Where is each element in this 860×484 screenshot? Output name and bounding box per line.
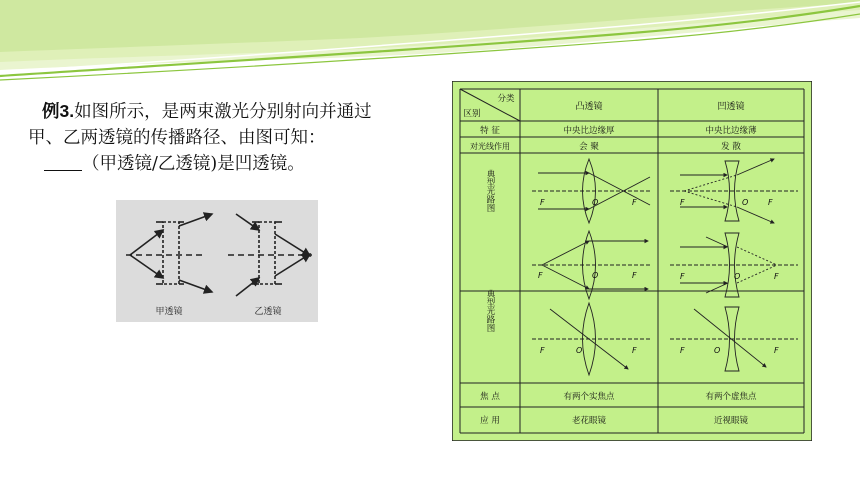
concave2-f-left: F [680, 272, 685, 281]
lens-figure [116, 200, 318, 322]
convex1-o: O [592, 198, 599, 207]
cell-convex-feature: 中央比边缘厚 [563, 126, 615, 136]
diagram-label-2: 典型光路图 [485, 289, 495, 333]
lens-comparison-table [452, 81, 812, 441]
cell-concave-feature: 中央比边缘薄 [705, 126, 757, 136]
concave1-f-right: F [768, 198, 773, 207]
caption-jia: 甲透镜 [155, 307, 183, 317]
row-label-use: 应 用 [480, 416, 500, 426]
cell-concave-use: 近视眼镜 [713, 416, 749, 426]
question-line-3-text: （甲透镜/乙透镜)是凹透镜。 [82, 154, 305, 174]
convex2-f-right: F [632, 271, 637, 280]
concave1-o: O [742, 198, 749, 207]
corner-bottom: 区别 [463, 109, 481, 119]
cell-concave-effect: 发 散 [721, 142, 741, 152]
convex2-f-left: F [538, 271, 543, 280]
header-banner [0, 0, 860, 85]
concave2-o: O [734, 272, 741, 281]
row-label-effect: 对光线作用 [470, 142, 510, 151]
convex3-f-left: F [540, 346, 545, 355]
question-line-3 [28, 151, 453, 177]
example-label: 例3. [42, 101, 75, 121]
convex3-o: O [576, 346, 583, 355]
cell-convex-focus: 有两个实焦点 [563, 392, 615, 402]
cell-convex-effect: 会 聚 [579, 142, 599, 152]
col-concave: 凹透镜 [717, 102, 745, 112]
question-line-2: 甲、乙两透镜的传播路径、由图可知： [28, 128, 326, 148]
col-convex: 凸透镜 [575, 102, 603, 112]
concave2-f-right: F [774, 272, 779, 281]
cell-convex-use: 老花眼镜 [571, 416, 607, 426]
concave3-o: O [714, 346, 721, 355]
diagram-label-1: 典型光路图 [485, 169, 495, 213]
convex3-f-right: F [632, 346, 637, 355]
convex1-f-left: F [540, 198, 545, 207]
question-line-1 [28, 98, 453, 125]
concave1-f-left: F [680, 198, 685, 207]
question-text [28, 98, 453, 177]
convex1-f-right: F [632, 198, 637, 207]
answer-blank [44, 152, 82, 171]
concave3-f-right: F [774, 346, 779, 355]
row-label-feature: 特 征 [480, 126, 500, 136]
question-line-1-text: 如图所示，是两束激光分别射向并通过 [74, 102, 372, 122]
row-label-focus: 焦 点 [480, 392, 500, 402]
convex2-o: O [592, 271, 599, 280]
concave3-f-left: F [680, 346, 685, 355]
caption-yi: 乙透镜 [254, 307, 282, 317]
cell-concave-focus: 有两个虚焦点 [705, 392, 757, 402]
corner-top: 分类 [497, 94, 515, 104]
